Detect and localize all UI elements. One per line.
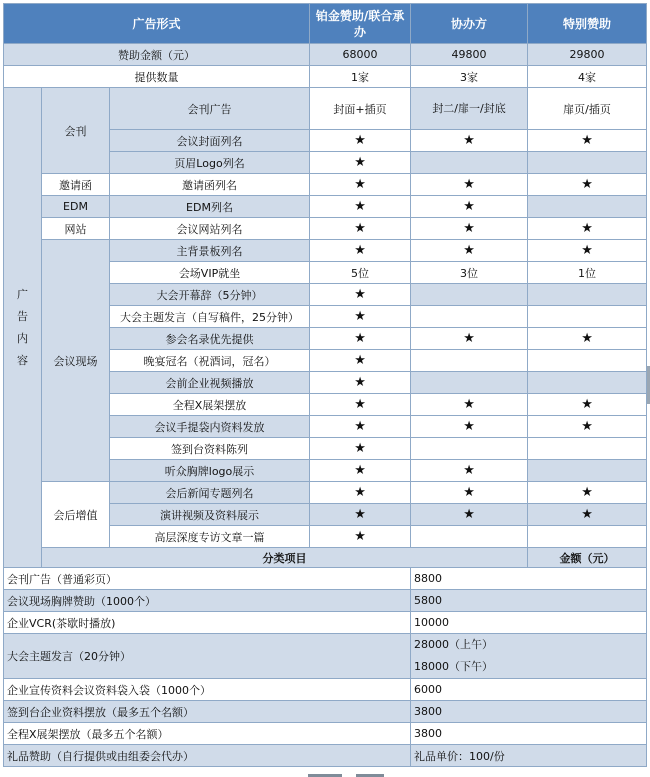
pricing-item: 礼品赞助（自行提供或由组委会代办） — [4, 745, 411, 767]
row-item: EDM列名 — [110, 196, 310, 218]
pricing-item: 企业VCR(茶歇时播放) — [4, 612, 411, 634]
star-mark: ★ — [310, 460, 411, 482]
sponsorship-table — [3, 3, 647, 767]
star-mark: ★ — [310, 152, 411, 174]
row-item: 参会名录优先提供 — [110, 328, 310, 350]
pricing-header-item: 分类项目 — [42, 548, 528, 568]
pricing-amount: 6000 — [411, 679, 647, 701]
pricing-amount — [411, 634, 647, 679]
row-item: 会场VIP就坐 — [110, 262, 310, 284]
category-edm: EDM — [42, 196, 110, 218]
row-item: 晚宴冠名（祝酒词，冠名） — [110, 350, 310, 372]
star-mark: ★ — [528, 240, 647, 262]
star-mark: ★ — [310, 174, 411, 196]
star-mark: ★ — [411, 460, 528, 482]
category-venue: 会议现场 — [42, 240, 110, 482]
star-mark: ★ — [411, 240, 528, 262]
row-item: 邀请函列名 — [110, 174, 310, 196]
group-char: 告 — [17, 309, 28, 323]
amount-platinum: 68000 — [310, 44, 411, 66]
star-mark: ★ — [310, 526, 411, 548]
row-item: 会前企业视频播放 — [110, 372, 310, 394]
star-mark: ★ — [411, 416, 528, 438]
pricing-header-amount: 金额（元） — [528, 548, 647, 568]
header-platinum: 铂金赞助/联合承办 — [310, 4, 411, 44]
amount-label: 赞助金额（元） — [4, 44, 310, 66]
star-mark: ★ — [310, 438, 411, 460]
quantity-special: 4家 — [528, 66, 647, 88]
row-co: 3位 — [411, 262, 528, 284]
row-item: 页眉Logo列名 — [110, 152, 310, 174]
category-website: 网站 — [42, 218, 110, 240]
star-mark: ★ — [528, 328, 647, 350]
star-mark: ★ — [310, 372, 411, 394]
group-char: 内 — [17, 331, 28, 345]
category-after: 会后增值 — [42, 482, 110, 548]
star-mark: ★ — [310, 416, 411, 438]
star-mark: ★ — [528, 504, 647, 526]
row-platinum: 5位 — [310, 262, 411, 284]
group-label — [4, 88, 42, 568]
star-mark: ★ — [310, 240, 411, 262]
row-special: 扉页/插页 — [528, 88, 647, 130]
category-journal: 会刊 — [42, 88, 110, 174]
row-item: 会议手提袋内资料发放 — [110, 416, 310, 438]
star-mark: ★ — [411, 482, 528, 504]
star-mark: ★ — [411, 328, 528, 350]
amount-co: 49800 — [411, 44, 528, 66]
star-mark: ★ — [528, 218, 647, 240]
row-item: 全程X展架摆放 — [110, 394, 310, 416]
quantity-platinum: 1家 — [310, 66, 411, 88]
star-mark: ★ — [310, 482, 411, 504]
star-mark: ★ — [528, 130, 647, 152]
row-item: 大会开幕辞（5分钟） — [110, 284, 310, 306]
star-mark: ★ — [310, 196, 411, 218]
star-mark: ★ — [411, 218, 528, 240]
star-mark: ★ — [528, 416, 647, 438]
star-mark: ★ — [310, 394, 411, 416]
row-item: 会议网站列名 — [110, 218, 310, 240]
star-mark: ★ — [310, 328, 411, 350]
star-mark: ★ — [310, 504, 411, 526]
row-item: 签到台资料陈列 — [110, 438, 310, 460]
amount-special: 29800 — [528, 44, 647, 66]
pricing-item: 大会主题发言（20分钟） — [4, 634, 411, 679]
star-mark: ★ — [411, 504, 528, 526]
pricing-amount-afternoon: 18000（下午） — [414, 660, 494, 673]
star-mark: ★ — [310, 284, 411, 306]
star-mark: ★ — [411, 130, 528, 152]
group-char: 广 — [17, 287, 28, 301]
star-mark: ★ — [310, 306, 411, 328]
star-mark: ★ — [411, 196, 528, 218]
row-co: 封二/扉一/封底 — [411, 88, 528, 130]
pricing-amount-morning: 28000（上午） — [414, 638, 494, 651]
category-invitation: 邀请函 — [42, 174, 110, 196]
pricing-amount: 5800 — [411, 590, 647, 612]
row-item: 会后新闻专题列名 — [110, 482, 310, 504]
star-mark: ★ — [528, 394, 647, 416]
star-mark: ★ — [310, 350, 411, 372]
star-mark: ★ — [528, 174, 647, 196]
pricing-item: 全程X展架摆放（最多五个名额） — [4, 723, 411, 745]
pricing-item: 企业宣传资料会议资料袋入袋（1000个） — [4, 679, 411, 701]
row-item: 主背景板列名 — [110, 240, 310, 262]
quantity-co: 3家 — [411, 66, 528, 88]
pricing-amount: 3800 — [411, 701, 647, 723]
star-mark: ★ — [528, 482, 647, 504]
pricing-item: 会议现场胸牌赞助（1000个） — [4, 590, 411, 612]
row-item: 大会主题发言（自写稿件，25分钟） — [110, 306, 310, 328]
row-platinum: 封面+插页 — [310, 88, 411, 130]
star-mark: ★ — [310, 218, 411, 240]
star-mark: ★ — [310, 130, 411, 152]
pricing-item: 签到台企业资料摆放（最多五个名额） — [4, 701, 411, 723]
quantity-label: 提供数量 — [4, 66, 310, 88]
row-special: 1位 — [528, 262, 647, 284]
row-item: 高层深度专访文章一篇 — [110, 526, 310, 548]
row-item: 会刊广告 — [110, 88, 310, 130]
row-item: 会议封面列名 — [110, 130, 310, 152]
row-item: 演讲视频及资料展示 — [110, 504, 310, 526]
header-co: 协办方 — [411, 4, 528, 44]
pricing-item: 会刊广告（普通彩页） — [4, 568, 411, 590]
header-special: 特别赞助 — [528, 4, 647, 44]
pricing-amount: 8800 — [411, 568, 647, 590]
pricing-amount: 10000 — [411, 612, 647, 634]
row-item: 听众胸牌logo展示 — [110, 460, 310, 482]
pricing-amount: 礼品单价：100/份 — [411, 745, 647, 767]
header-form: 广告形式 — [4, 4, 310, 44]
star-mark: ★ — [411, 174, 528, 196]
pricing-amount: 3800 — [411, 723, 647, 745]
star-mark: ★ — [411, 394, 528, 416]
group-char: 容 — [17, 353, 28, 367]
